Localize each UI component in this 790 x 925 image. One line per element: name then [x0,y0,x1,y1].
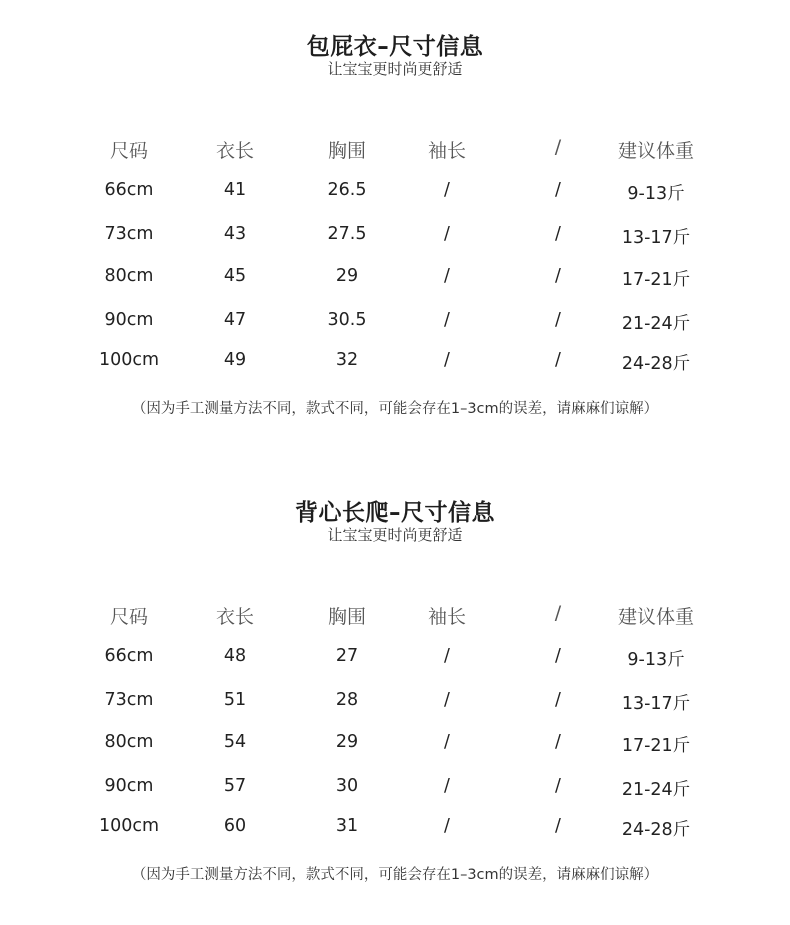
cell-weight: 21-24斤 [621,780,691,800]
cell-empty: / [555,732,561,752]
table-row [0,690,790,718]
cell-chest: 28 [335,690,359,710]
section-subtitle: 让宝宝更时尚更舒适 [327,526,463,544]
header-size: 尺码 [109,606,148,628]
cell-weight: 24-28斤 [621,354,691,374]
table-row [0,350,790,378]
cell-length: 57 [223,776,247,796]
cell-chest: 27.5 [327,224,367,244]
cell-weight: 24-28斤 [621,820,691,840]
header-chest: 胸围 [327,140,366,162]
table-row [0,180,790,208]
header-weight: 建议体重 [617,606,694,628]
section-title: 包屁衣–尺寸信息 [306,34,484,60]
cell-weight: 13-17斤 [621,228,691,248]
section-subtitle: 让宝宝更时尚更舒适 [327,60,463,78]
table-header-row [0,136,790,164]
cell-empty: / [555,646,561,666]
cell-size: 100cm [98,816,160,836]
cell-chest: 32 [335,350,359,370]
cell-chest: 26.5 [327,180,367,200]
cell-sleeve: / [444,690,450,710]
cell-size: 73cm [104,224,154,244]
cell-chest: 29 [335,732,359,752]
cell-length: 47 [223,310,247,330]
cell-empty: / [555,266,561,286]
cell-weight: 9-13斤 [627,184,685,204]
header-chest: 胸围 [327,606,366,628]
cell-weight: 9-13斤 [627,650,685,670]
cell-sleeve: / [444,310,450,330]
measurement-note: （因为手工测量方法不同，款式不同，可能会存在1–3cm的误差，请麻麻们谅解） [131,867,659,883]
cell-empty: / [555,180,561,200]
cell-size: 66cm [104,180,154,200]
header-length: 衣长 [215,606,254,628]
cell-chest: 27 [335,646,359,666]
cell-chest: 30 [335,776,359,796]
cell-sleeve: / [444,266,450,286]
cell-length: 41 [223,180,247,200]
cell-chest: 31 [335,816,359,836]
header-sleeve: 袖长 [427,140,466,162]
cell-size: 73cm [104,690,154,710]
cell-size: 80cm [104,266,154,286]
table-row [0,816,790,844]
cell-weight: 13-17斤 [621,694,691,714]
header-weight: 建议体重 [617,140,694,162]
cell-sleeve: / [444,224,450,244]
header-empty: / [554,602,562,624]
cell-sleeve: / [444,646,450,666]
cell-empty: / [555,224,561,244]
cell-empty: / [555,776,561,796]
cell-length: 60 [223,816,247,836]
table-row [0,776,790,804]
cell-size: 100cm [98,350,160,370]
cell-length: 49 [223,350,247,370]
cell-weight: 17-21斤 [621,736,691,756]
cell-length: 45 [223,266,247,286]
table-row [0,732,790,760]
header-sleeve: 袖长 [427,606,466,628]
table-header-row [0,602,790,630]
cell-weight: 17-21斤 [621,270,691,290]
table-row [0,310,790,338]
header-length: 衣长 [215,140,254,162]
cell-sleeve: / [444,350,450,370]
measurement-note: （因为手工测量方法不同，款式不同，可能会存在1–3cm的误差，请麻麻们谅解） [131,401,659,417]
cell-size: 66cm [104,646,154,666]
cell-length: 48 [223,646,247,666]
cell-size: 80cm [104,732,154,752]
cell-chest: 29 [335,266,359,286]
cell-length: 51 [223,690,247,710]
cell-empty: / [555,816,561,836]
cell-weight: 21-24斤 [621,314,691,334]
cell-sleeve: / [444,776,450,796]
header-empty: / [554,136,562,158]
cell-empty: / [555,350,561,370]
cell-size: 90cm [104,310,154,330]
section-title: 背心长爬–尺寸信息 [295,500,495,526]
cell-size: 90cm [104,776,154,796]
cell-length: 43 [223,224,247,244]
cell-empty: / [555,310,561,330]
table-row [0,266,790,294]
cell-empty: / [555,690,561,710]
cell-length: 54 [223,732,247,752]
cell-sleeve: / [444,180,450,200]
cell-chest: 30.5 [327,310,367,330]
table-row [0,224,790,252]
cell-sleeve: / [444,816,450,836]
table-row [0,646,790,674]
header-size: 尺码 [109,140,148,162]
cell-sleeve: / [444,732,450,752]
